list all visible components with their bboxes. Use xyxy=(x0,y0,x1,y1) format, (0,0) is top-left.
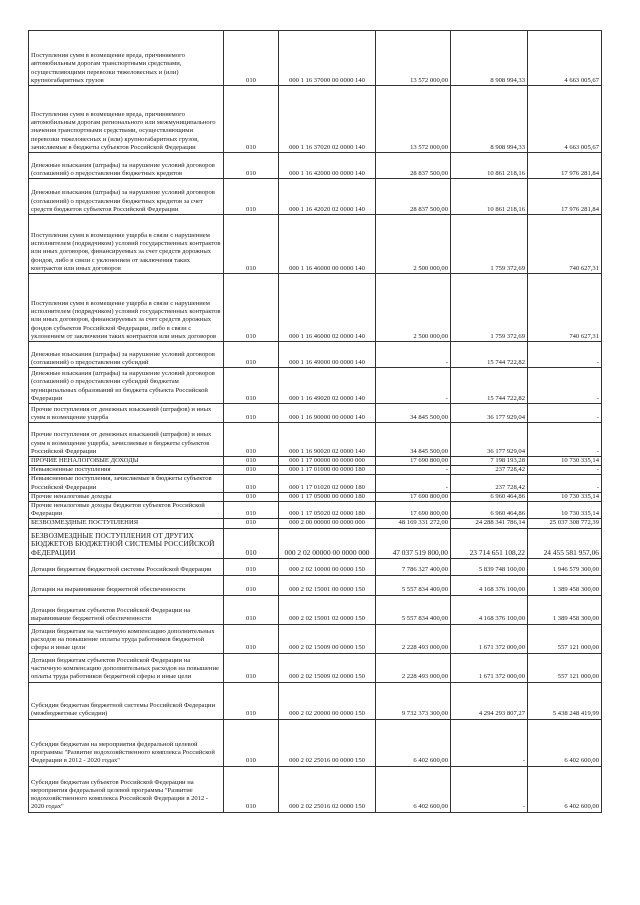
row-name-cell: Дотации бюджетам бюджетной системы Российской Федерации xyxy=(29,558,224,575)
table-row xyxy=(29,595,602,624)
row-name-cell: Денежные взыскания (штрафы) за нарушение условий договоров (соглашений) о предоставлении бюджетных кредитов xyxy=(29,153,224,179)
row-exec-cell: 5 839 748 100,00 xyxy=(451,558,528,575)
row-rest-cell: 10 730 335,14 xyxy=(528,492,602,501)
row-exec-cell: 8 908 994,33 xyxy=(451,86,528,153)
table-row xyxy=(29,766,602,812)
row-exec-cell: 1 671 372 000,00 xyxy=(451,653,528,682)
row-rest-cell: - xyxy=(528,466,602,475)
table-row xyxy=(29,528,602,558)
row-kbk-cell: 000 2 02 00000 00 0000 000 xyxy=(279,528,376,558)
row-plan-cell: 2 500 000,00 xyxy=(376,274,451,342)
row-rest-cell: 4 663 005,67 xyxy=(528,86,602,153)
row-code-cell: 010 xyxy=(224,682,279,719)
row-exec-cell: 237 728,42 xyxy=(451,466,528,475)
row-name-cell: Субсидии бюджетам бюджетной системы Российской Федерации (межбюджетные субсидии) xyxy=(29,682,224,719)
row-code-cell: 010 xyxy=(224,31,279,86)
row-rest-cell: 25 037 308 772,39 xyxy=(528,519,602,528)
row-exec-cell: 6 960 464,86 xyxy=(451,492,528,501)
row-rest-cell: 10 730 335,14 xyxy=(528,457,602,466)
row-plan-cell: - xyxy=(376,475,451,492)
row-code-cell: 010 xyxy=(224,653,279,682)
table-row xyxy=(29,719,602,766)
row-exec-cell: 6 960 464,86 xyxy=(451,502,528,519)
table-row xyxy=(29,558,602,575)
row-code-cell: 010 xyxy=(224,558,279,575)
row-name-cell: Прочие поступления от денежных взысканий (штрафов) и иных сумм в возмещение ущерба, зачисляемые в бюджеты субъектов Российской Федерации xyxy=(29,423,224,457)
row-code-cell: 010 xyxy=(224,404,279,423)
row-exec-cell: 4 168 376 100,00 xyxy=(451,595,528,624)
row-rest-cell: - xyxy=(528,404,602,423)
row-name-cell: Денежные взыскания (штрафы) за нарушение условий договоров (соглашений) о предоставлении субсидий бюджетам муниципальных образований из бюджета субъекта Российской Федерации xyxy=(29,368,224,404)
row-exec-cell: 24 288 341 786,14 xyxy=(451,519,528,528)
table-row xyxy=(29,274,602,342)
row-exec-cell: 4 168 376 100,00 xyxy=(451,575,528,595)
row-plan-cell: 2 228 493 000,00 xyxy=(376,624,451,653)
row-name-cell: Дотации бюджетам субъектов Российской Федерации на частичную компенсацию дополнительных расходов на повышение оплаты труда работников бюджетной сферы и иные цели xyxy=(29,653,224,682)
table-row xyxy=(29,368,602,404)
row-code-cell: 010 xyxy=(224,179,279,215)
row-kbk-cell: 000 2 00 00000 00 0000 000 xyxy=(279,519,376,528)
table-row xyxy=(29,519,602,528)
row-code-cell: 010 xyxy=(224,595,279,624)
row-kbk-cell: 000 2 02 15009 00 0000 150 xyxy=(279,624,376,653)
row-kbk-cell: 000 1 16 37000 00 0000 140 xyxy=(279,31,376,86)
table-row xyxy=(29,653,602,682)
row-exec-cell: 15 744 722,82 xyxy=(451,342,528,368)
row-kbk-cell: 000 1 16 46000 02 0000 140 xyxy=(279,274,376,342)
row-plan-cell: 2 500 000,00 xyxy=(376,215,451,274)
table-row xyxy=(29,404,602,423)
row-kbk-cell: 000 1 17 01020 02 0000 180 xyxy=(279,475,376,492)
row-name-cell: Дотации бюджетам субъектов Российской Федерации на выравнивание бюджетной обеспеченности xyxy=(29,595,224,624)
table-row xyxy=(29,86,602,153)
table-row xyxy=(29,624,602,653)
row-plan-cell: 2 228 493 000,00 xyxy=(376,653,451,682)
row-rest-cell: 5 438 248 419,99 xyxy=(528,682,602,719)
row-rest-cell: 557 121 000,00 xyxy=(528,624,602,653)
table-body xyxy=(29,31,602,813)
row-plan-cell: 6 402 600,00 xyxy=(376,766,451,812)
row-rest-cell: 10 730 335,14 xyxy=(528,502,602,519)
row-name-cell: Субсидии бюджетам на мероприятия федеральной целевой программы "Развитие водохозяйственного комплекса Российской Федерации в 2012 - 2020 годах" xyxy=(29,719,224,766)
row-name-cell: Прочие неналоговые доходы бюджетов субъектов Российской Федерации xyxy=(29,502,224,519)
row-rest-cell: - xyxy=(528,423,602,457)
row-kbk-cell: 000 1 16 49020 02 0000 140 xyxy=(279,368,376,404)
row-plan-cell: 34 845 500,00 xyxy=(376,423,451,457)
row-plan-cell: 5 557 834 400,00 xyxy=(376,575,451,595)
row-rest-cell: 1 946 579 300,00 xyxy=(528,558,602,575)
row-plan-cell: 17 690 800,00 xyxy=(376,457,451,466)
row-plan-cell: 17 690 800,00 xyxy=(376,492,451,501)
row-code-cell: 010 xyxy=(224,528,279,558)
table-row xyxy=(29,457,602,466)
row-code-cell: 010 xyxy=(224,274,279,342)
table-row xyxy=(29,575,602,595)
row-kbk-cell: 000 1 16 42000 00 0000 140 xyxy=(279,153,376,179)
row-name-cell: БЕЗВОЗМЕЗДНЫЕ ПОСТУПЛЕНИЯ xyxy=(29,519,224,528)
row-plan-cell: 9 732 373 300,00 xyxy=(376,682,451,719)
row-rest-cell: - xyxy=(528,475,602,492)
row-plan-cell: 47 037 519 800,00 xyxy=(376,528,451,558)
row-name-cell: Денежные взыскания (штрафы) за нарушение условий договоров (соглашений) о предоставлении бюджетных кредитов за счет средств бюджетов субъектов Российской Федерации xyxy=(29,179,224,215)
row-code-cell: 010 xyxy=(224,719,279,766)
row-kbk-cell: 000 2 02 25016 00 0000 150 xyxy=(279,719,376,766)
row-name-cell: Поступления сумм в возмещение вреда, причиняемого автомобильным дорогам транспортными средствами, осуществляющими перевозки тяжеловесных и (или) крупногабаритных грузов xyxy=(29,31,224,86)
row-exec-cell: - xyxy=(451,719,528,766)
row-name-cell: Невыясненные поступления, зачисляемые в бюджеты субъектов Российской Федерации xyxy=(29,475,224,492)
revenue-table xyxy=(28,30,602,813)
row-code-cell: 010 xyxy=(224,475,279,492)
row-plan-cell: - xyxy=(376,342,451,368)
row-rest-cell: 17 976 281,84 xyxy=(528,153,602,179)
row-kbk-cell: 000 1 16 49000 00 0000 140 xyxy=(279,342,376,368)
row-rest-cell: 4 663 005,67 xyxy=(528,31,602,86)
row-exec-cell: 8 908 994,33 xyxy=(451,31,528,86)
row-kbk-cell: 000 1 16 90020 02 0000 140 xyxy=(279,423,376,457)
row-plan-cell: 7 786 327 400,00 xyxy=(376,558,451,575)
row-code-cell: 010 xyxy=(224,502,279,519)
row-plan-cell: 13 572 000,00 xyxy=(376,86,451,153)
row-rest-cell: - xyxy=(528,342,602,368)
row-kbk-cell: 000 1 16 90000 00 0000 140 xyxy=(279,404,376,423)
row-kbk-cell: 000 2 02 25016 02 0000 150 xyxy=(279,766,376,812)
row-name-cell: Прочие неналоговые доходы xyxy=(29,492,224,501)
row-code-cell: 010 xyxy=(224,624,279,653)
row-exec-cell: 36 177 929,04 xyxy=(451,404,528,423)
row-rest-cell: 557 121 000,00 xyxy=(528,653,602,682)
row-kbk-cell: 000 1 17 05020 02 0000 180 xyxy=(279,502,376,519)
row-kbk-cell: 000 1 17 05000 00 0000 180 xyxy=(279,492,376,501)
row-name-cell: Прочие поступления от денежных взысканий (штрафов) и иных сумм в возмещение ущерба xyxy=(29,404,224,423)
row-kbk-cell: 000 1 16 46000 00 0000 140 xyxy=(279,215,376,274)
row-code-cell: 010 xyxy=(224,368,279,404)
row-kbk-cell: 000 1 16 37020 02 0000 140 xyxy=(279,86,376,153)
row-name-cell: Невыясненные поступления xyxy=(29,466,224,475)
table-row xyxy=(29,502,602,519)
row-code-cell: 010 xyxy=(224,575,279,595)
row-exec-cell: 10 861 218,16 xyxy=(451,153,528,179)
table-row xyxy=(29,31,602,86)
row-name-cell: Денежные взыскания (штрафы) за нарушение условий договоров (соглашений) о предоставлении субсидий xyxy=(29,342,224,368)
row-exec-cell: 1 671 372 000,00 xyxy=(451,624,528,653)
row-exec-cell: 1 759 372,69 xyxy=(451,274,528,342)
table-row xyxy=(29,153,602,179)
row-plan-cell: 13 572 000,00 xyxy=(376,31,451,86)
row-name-cell: Поступления сумм в возмещение вреда, причиняемого автомобильным дорогам регионального или межмуниципального значения транспортными средствами, осуществляющими перевозки тяжеловесных и (или) крупногабаритных грузов, зачисляемые в бюджеты субъектов Российской Федерации xyxy=(29,86,224,153)
row-kbk-cell: 000 1 16 42020 02 0000 140 xyxy=(279,179,376,215)
table-row xyxy=(29,423,602,457)
row-rest-cell: 24 455 581 957,06 xyxy=(528,528,602,558)
row-kbk-cell: 000 2 02 10000 00 0000 150 xyxy=(279,558,376,575)
row-code-cell: 010 xyxy=(224,86,279,153)
row-plan-cell: 34 845 500,00 xyxy=(376,404,451,423)
row-rest-cell: 740 627,31 xyxy=(528,215,602,274)
row-plan-cell: 28 837 500,00 xyxy=(376,153,451,179)
row-kbk-cell: 000 2 02 15001 02 0000 150 xyxy=(279,595,376,624)
row-rest-cell: 6 402 600,00 xyxy=(528,719,602,766)
row-rest-cell: 740 627,31 xyxy=(528,274,602,342)
row-plan-cell: 28 837 500,00 xyxy=(376,179,451,215)
row-plan-cell: 17 690 800,00 xyxy=(376,502,451,519)
row-code-cell: 010 xyxy=(224,466,279,475)
row-code-cell: 010 xyxy=(224,215,279,274)
row-rest-cell: 1 389 458 300,00 xyxy=(528,575,602,595)
row-name-cell: ПРОЧИЕ НЕНАЛОГОВЫЕ ДОХОДЫ xyxy=(29,457,224,466)
row-kbk-cell: 000 2 02 15001 00 0000 150 xyxy=(279,575,376,595)
row-kbk-cell: 000 1 17 01000 00 0000 180 xyxy=(279,466,376,475)
row-code-cell: 010 xyxy=(224,766,279,812)
row-rest-cell: 17 976 281,84 xyxy=(528,179,602,215)
row-plan-cell: - xyxy=(376,466,451,475)
row-code-cell: 010 xyxy=(224,342,279,368)
row-kbk-cell: 000 1 17 00000 00 0000 000 xyxy=(279,457,376,466)
row-plan-cell: 6 402 600,00 xyxy=(376,719,451,766)
row-kbk-cell: 000 2 02 15009 02 0000 150 xyxy=(279,653,376,682)
row-plan-cell: - xyxy=(376,368,451,404)
table-row xyxy=(29,342,602,368)
row-rest-cell: - xyxy=(528,368,602,404)
row-name-cell: Поступления сумм в возмещение ущерба в связи с нарушением исполнителем (подрядчиком) условий государственных контрактов или иных договоров, финансируемых за счет средств дорожных фондов, либо в связи с уклонением от заключения таких контрактов или иных договоров xyxy=(29,215,224,274)
table-row xyxy=(29,466,602,475)
row-exec-cell: 237 728,42 xyxy=(451,475,528,492)
row-code-cell: 010 xyxy=(224,519,279,528)
table-row xyxy=(29,492,602,501)
row-exec-cell: 36 177 929,04 xyxy=(451,423,528,457)
table-row xyxy=(29,682,602,719)
row-name-cell: Дотации на выравнивание бюджетной обеспеченности xyxy=(29,575,224,595)
row-rest-cell: 6 402 600,00 xyxy=(528,766,602,812)
row-exec-cell: 15 744 722,82 xyxy=(451,368,528,404)
table-row xyxy=(29,215,602,274)
row-code-cell: 010 xyxy=(224,423,279,457)
row-rest-cell: 1 389 458 300,00 xyxy=(528,595,602,624)
row-exec-cell: 1 759 372,69 xyxy=(451,215,528,274)
row-name-cell: Дотации бюджетам на частичную компенсацию дополнительных расходов на повышение оплаты труда работников бюджетной сферы и иные цели xyxy=(29,624,224,653)
row-exec-cell: 7 198 193,28 xyxy=(451,457,528,466)
row-code-cell: 010 xyxy=(224,153,279,179)
row-name-cell: Поступления сумм в возмещение ущерба в связи с нарушением исполнителем (подрядчиком) условий государственных контрактов или иных договоров, финансируемых за счет средств дорожных фондов субъектов Российской Федерации, либо в связи с уклонением от заключения таких контрактов или иных договоров xyxy=(29,274,224,342)
row-exec-cell: 4 294 293 807,27 xyxy=(451,682,528,719)
budget-execution-table xyxy=(28,30,601,813)
row-exec-cell: - xyxy=(451,766,528,812)
row-name-cell: Субсидии бюджетам субъектов Российской Федерации на мероприятия федеральной целевой программы "Развитие водохозяйственного комплекса Российской Федерации в 2012 - 2020 годах" xyxy=(29,766,224,812)
row-exec-cell: 10 861 218,16 xyxy=(451,179,528,215)
row-code-cell: 010 xyxy=(224,457,279,466)
row-kbk-cell: 000 2 02 20000 00 0000 150 xyxy=(279,682,376,719)
row-plan-cell: 5 557 834 400,00 xyxy=(376,595,451,624)
table-row xyxy=(29,475,602,492)
row-exec-cell: 23 714 651 108,22 xyxy=(451,528,528,558)
row-code-cell: 010 xyxy=(224,492,279,501)
table-row xyxy=(29,179,602,215)
row-name-cell: БЕЗВОЗМЕЗДНЫЕ ПОСТУПЛЕНИЯ ОТ ДРУГИХ БЮДЖЕТОВ БЮДЖЕТНОЙ СИСТЕМЫ РОССИЙСКОЙ ФЕДЕРАЦИИ xyxy=(29,528,224,558)
row-plan-cell: 48 169 331 272,00 xyxy=(376,519,451,528)
